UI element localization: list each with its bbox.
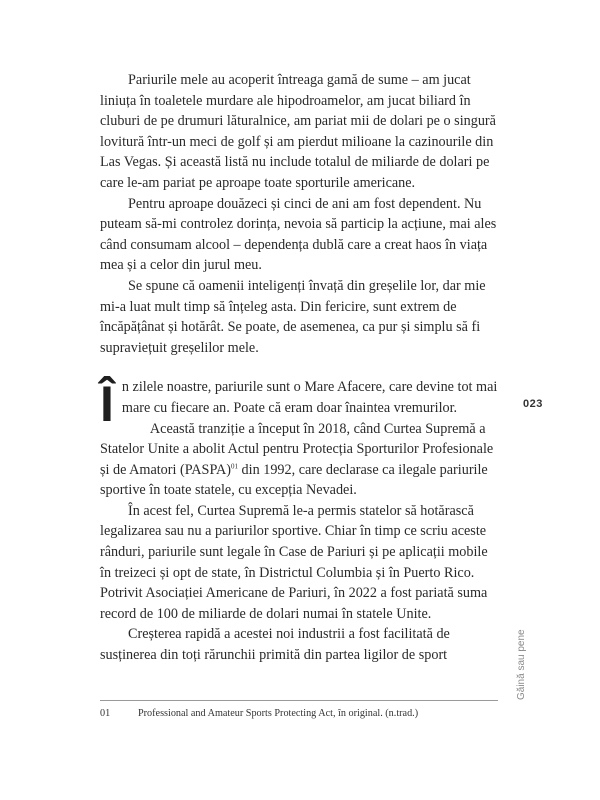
footnote-number: 01 [100,708,111,719]
paragraph-4-text: n zilele noastre, pariurile sunt o Mare Afacere, care devine tot mai mare cu fiecare an. Poate că eram doar înaintea vremurilor. [121,379,498,416]
drop-cap: Î [100,376,114,433]
page-number: 023 [523,398,543,410]
paragraph-7: Creșterea rapidă a acestei noi industrii a fost facilitată de susținerea din toți rărunchii primită din partea ligilor de sport [100,626,450,664]
paragraph-5-text-b: din 1992, care declarase ca ilegale pariurile sportive în toate statele, cu excepția Nevadei. [100,461,488,499]
paragraph-5 [100,419,498,501]
paragraph-1: Pariurile mele au acoperit întreaga gamă de sume – am jucat liniuța în toaletele murdare ale hipodroamelor, am jucat biliard în cluburi de pe drumuri lăturalnice, am pariat mii de dolari pe o singură lovitură într-un meci de golf și am pierdut milioane la cazinourile din Las Vegas. Și această listă nu include totalul de miliarde de dolari pe care le-am pariat pe aproape toate sporturile americane. [100,72,496,191]
paragraph-2: Pentru aproape douăzeci și cinci de ani am fost dependent. Nu puteam să-mi controlez dorința, nevoia să particip la acțiune, mai ales când consumam alcool – dependența dublă care a creat haos în viața mea și a celor din jurul meu. [100,195,497,274]
footnote-divider [100,700,498,701]
footnote [100,708,498,719]
paragraph-4 [100,376,498,433]
footnote-reference: 01 [231,461,238,470]
running-head: Găină sau pene [516,629,527,700]
body-text [100,70,498,666]
section-break [100,358,498,377]
paragraph-3: Se spune că oamenii inteligenți învață din greșelile lor, dar mie mi-a luat mult timp să înțeleg asta. Din fericire, sunt extrem de încăpățânat și hotărât. Se poate, de asemenea, ca pur și simplu să fi supraviețuit greșelilor mele. [100,277,486,356]
footnote-text: Professional and Amateur Sports Protecting Act, în original. (n.trad.) [138,708,419,719]
paragraph-6: În acest fel, Curtea Supremă le-a permis statelor să hotărască legalizarea sau nu a pariurilor sportive. Chiar în timp ce scriu aceste rânduri, pariurile sunt legale în Case de Pariuri și pe aplicații mobile în treizeci și opt de state, în Districtul Columbia și în Puerto Rico. Potrivit Asociației Americane de Pariuri, în 2022 a fost pariată suma record de 100 de miliarde de dolari numai în statele Unite. [100,502,488,622]
paragraph-5-text-a: Această tranziție a început în 2018, când Curtea Supremă a Statelor Unite a abolit Actul pentru Protecția Sporturilor Profesionale și de Amatori (PASPA) [100,420,494,478]
